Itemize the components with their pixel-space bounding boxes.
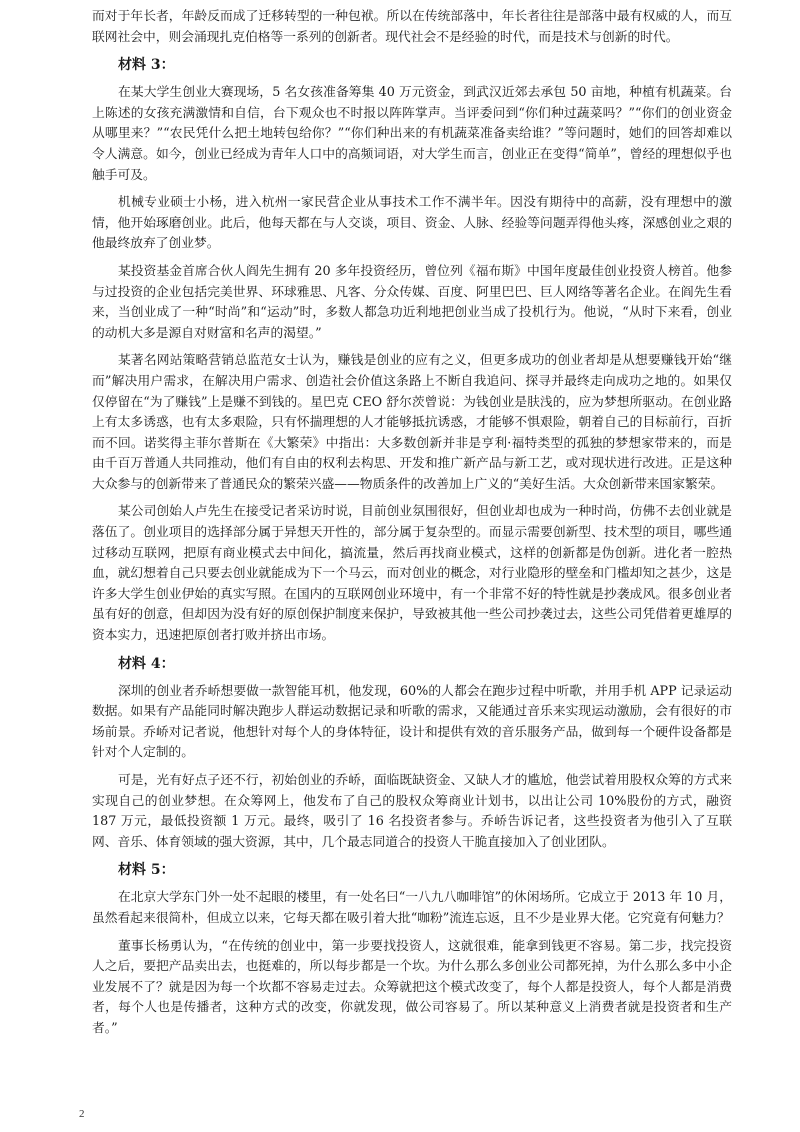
material-3-paragraph-3: 某投资基金首席合伙人阎先生拥有 20 多年投资经历，曾位列《福布斯》中国年度最佳创业投资人榜首。他参与过投资的企业包括完美世界、环球雅思、凡客、分众传媒、百度、阿里巴巴、巨人网络等著名企业。在阎先生看来，当创业成了一种“时尚”和“运动”时，多数人都急功近利地把创业当成了投机行为。他说，“从时下来看，创业的动机大多是源自对财富和名声的渴望。” bbox=[92, 263, 732, 341]
intro-paragraph: 而对于年长者，年龄反而成了迁移转型的一种包袱。所以在传统部落中，年长者往往是部落中最有权威的人，而互联网社会中，则会涌现扎克伯格等一系列的创新者。现代社会不是经验的时代，而是技术与创新的时代。 bbox=[92, 9, 732, 45]
material-3-paragraph-2: 机械专业硕士小杨，进入杭州一家民营企业从事技术工作不满半年。因没有期待中的高薪，没有理想中的激情，他开始琢磨创业。此后，他每天都在与人交谈，项目、资金、人脉、经验等问题弄得他头疼，深感创业之艰的他最终放弃了创业梦。 bbox=[92, 195, 732, 252]
material-5-paragraph-1: 在北京大学东门外一处不起眼的楼里，有一处名曰“一八九八咖啡馆”的休闲场所。它成立于 2013 年 10 月，虽然看起来很简朴，但成立以来，它每天都在吸引着大批“咖粉”流连忘返，且不少是业界大佬。它究竟有何魅力？ bbox=[92, 890, 732, 926]
material-4-paragraph-2: 可是，光有好点子还不行，初始创业的乔峤，面临既缺资金、又缺人才的尴尬，他尝试着用股权众筹的方式来实现自己的创业梦想。在众筹网上，他发布了自己的股权众筹商业计划书，以出让公司 10%股份的方式，融资 187 万元，最低投资额 1 万元。最终，吸引了 16 名投资者参与。乔峤告诉记者，这些投资者为他引入了互联网、音乐、体育领域的强大资源，其中，几个最志同道合的投资人干脆直接加入了创业团队。 bbox=[92, 773, 732, 850]
material-5-section bbox=[92, 860, 732, 1039]
page-number: 2 bbox=[79, 1108, 85, 1120]
material-3-heading: 材料 3： bbox=[118, 57, 175, 74]
material-5-paragraph-2: 董事长杨勇认为，“在传统的创业中，第一步要找投资人，这就很难，能拿到钱更不容易。第二步，找完投资人之后，要把产品卖出去，也挺难的，所以每步都是一个坎。为什么那么多创业公司都死掉，为什么那么多中小企业发展不了？就是因为每一个坎都不容易走过去。众筹就把这个模式改变了，每个人都是投资人，每个人都是消费者，每个人也是传播者，这种方式的改变，你就发现，做公司容易了。所以某种意义上消费者就是投资者和生产者。” bbox=[92, 938, 732, 1036]
document-body bbox=[92, 7, 732, 1047]
material-3-section bbox=[92, 55, 732, 646]
material-3-paragraph-1: 在某大学生创业大赛现场，5 名女孩准备筹集 40 万元资金，到武汉近郊去承包 50 亩地，种植有机蔬菜。台上陈述的女孩充满激情和自信，台下观众也不时报以阵阵掌声。当评委问到“你们种过蔬菜吗？”“你们的创业资金从哪里来？”“农民凭什么把土地转包给你？”“你们种出来的有机蔬菜准备卖给谁？”等问题时，她们的回答却难以令人满意。如今，创业已经成为青年人口中的高频词语，对大学生而言，创业正在变得“简单”，曾经的理想似乎也触手可及。 bbox=[92, 85, 732, 183]
material-4-heading: 材料 4： bbox=[118, 655, 175, 672]
material-4-section bbox=[92, 654, 732, 854]
material-4-paragraph-1: 深圳的创业者乔峤想要做一款智能耳机，他发现，60%的人都会在跑步过程中听歌，并用手机 APP 记录运动数据。如果有产品能同时解决跑步人群运动数据记录和听歌的需求，又能通过音乐来实现运动激励，会有很好的市场前景。乔峤对记者说，他想针对每个人的身体特征，设计和提供有效的音乐服务产品，做到每一个硬件设备都是针对个人定制的。 bbox=[92, 683, 732, 761]
material-3-paragraph-5: 某公司创始人卢先生在接受记者采访时说，目前创业氛围很好，但创业却也成为一种时尚，仿佛不去创业就是落伍了。创业项目的选择部分属于异想天开性的，部分属于复杂型的。而显示需要创新型、技术型的项目，哪些通过移动互联网，把原有商业模式去中间化，搞流量，然后再找商业模式，这样的创新都是伪创新。进化者一腔热血，就幻想着自己只要去创业就能成为下一个马云，而对创业的概念，对行业隐形的壁垒和门槛却知之甚少，这是许多大学生创业伊始的真实写照。在国内的互联网创业环境中，有一个非常不好的特性就是抄袭成风。很多创业者虽有好的创意，但却因为没有好的原创保护制度来保护，导致被其他一些公司抄袭过去，这些公司凭借着更雄厚的资本实力，迅速把原创者打败并挤出市场。 bbox=[92, 504, 732, 644]
material-3-paragraph-4: 某著名网站策略营销总监范女士认为，赚钱是创业的应有之义，但更多成功的创业者却是从想要赚钱开始“继而”解决用户需求，在解决用户需求、创造社会价值这条路上不断自我追问、探寻并最终走向成功之地的。如果仅仅停留在“为了赚钱”上是赚不到钱的。星巴克 CEO 舒尔茨曾说：为钱创业是肤浅的，应为梦想所驱动。在创业路上有太多诱惑，也有太多艰险，只有怀揣理想的人才能够抵抗诱惑，才能够不惧艰险，朝着自己的目标前行，百折而不回。诺奖得主菲尔普斯在《大繁荣》中指出：大多数创新并非是亨利·福特类型的孤独的梦想家带来的，而是由千百万普通人共同推动，他们有自由的权利去构思、开发和推广新产品与新工艺，或对现状进行改进。正是这种大众参与的创新带来了普通民众的繁荣兴盛——物质条件的改善加上广义的“美好生活。大众创新带来国家繁荣。 bbox=[92, 353, 732, 492]
material-5-heading: 材料 5： bbox=[118, 862, 175, 879]
